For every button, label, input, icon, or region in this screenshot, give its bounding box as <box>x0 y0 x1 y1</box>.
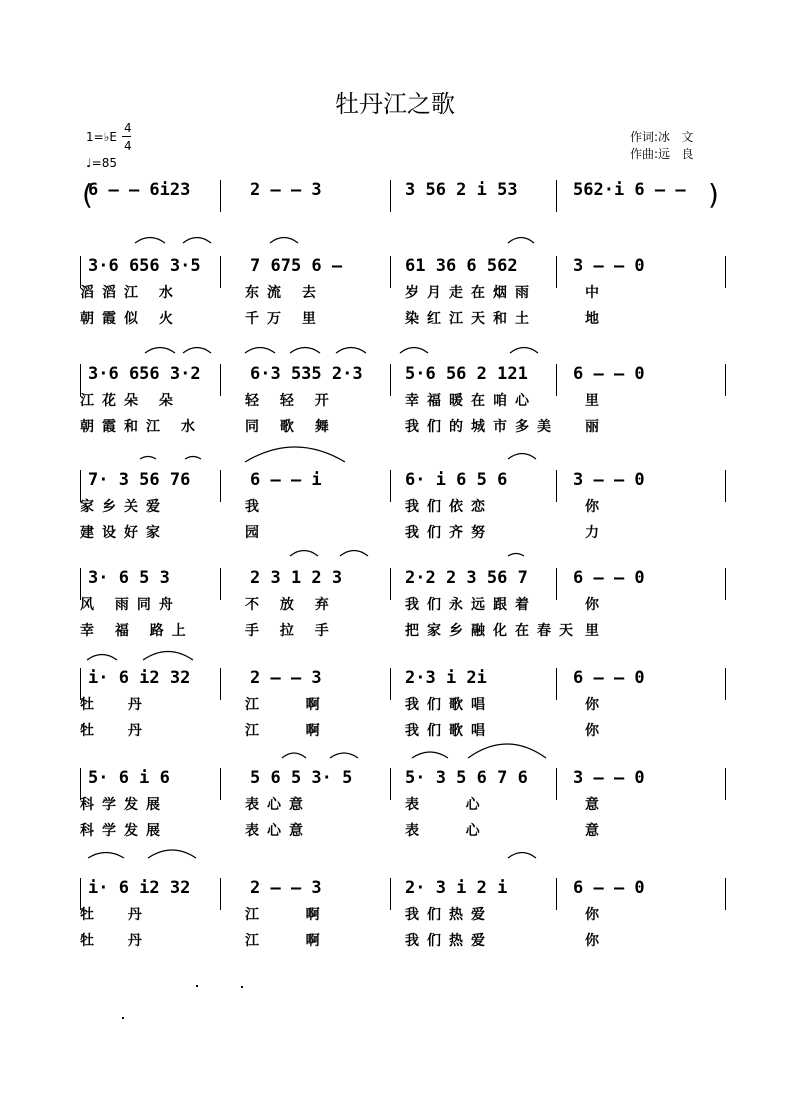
measure-4: 6 — — 0 <box>573 878 645 898</box>
lyric-verse1-1: 滔滔江 水 <box>80 285 181 301</box>
composer-credit: 作曲:远 良 <box>630 147 694 161</box>
lyric-verse1-2: 江 啊 <box>245 907 328 923</box>
lyric-verse1-4: 你 <box>585 907 607 923</box>
measure-4: 3 — — 0 <box>573 768 645 788</box>
lyric-verse2-4: 你 <box>585 933 607 949</box>
time-signature-bottom: 4 <box>124 139 132 153</box>
lyric-verse1-3: 岁月走在烟雨 <box>405 285 537 301</box>
measure-1: 3·6 656 3·2 <box>88 364 201 384</box>
slur <box>148 850 196 858</box>
lyric-verse1-3: 幸福暖在咱心 <box>405 393 537 409</box>
lyric-verse2-2: 手 拉 手 <box>245 623 337 639</box>
lyric-verse2-1: 牡 丹 <box>80 933 150 949</box>
lyric-verse2-4: 地 <box>585 311 607 327</box>
lyric-verse2-2: 千万 里 <box>245 311 324 327</box>
measure-2: 7 675 6 — <box>250 256 343 276</box>
measure-1: 6 — — 6i23 <box>88 180 191 200</box>
measure-3: 2·2 2 3 56 7 <box>405 568 528 588</box>
lyric-verse2-3: 我们齐努 <box>405 525 493 541</box>
slur <box>290 551 318 557</box>
stray-mark <box>122 1017 124 1019</box>
measure-1: 3· 6 5 3 <box>88 568 170 588</box>
lyric-verse2-2: 江 啊 <box>245 723 328 739</box>
lyric-verse2-2: 表心意 <box>245 823 311 839</box>
lyric-verse1-1: 家乡关爱 <box>80 499 168 515</box>
lyric-verse1-3: 表 心 <box>405 797 488 813</box>
slur <box>245 348 275 354</box>
lyric-verse1-1: 牡 丹 <box>80 697 150 713</box>
measure-4: 562·i 6 — — <box>573 180 686 200</box>
measure-2: 2 — — 3 <box>250 180 322 200</box>
stray-mark <box>241 986 243 988</box>
lyric-verse2-1: 建设好家 <box>80 525 168 541</box>
lyric-verse1-2: 江 啊 <box>245 697 328 713</box>
lyric-verse2-4: 你 <box>585 723 607 739</box>
lyric-verse1-3: 我们依恋 <box>405 499 493 515</box>
slur <box>88 853 124 859</box>
stray-mark <box>196 985 198 987</box>
measure-4: 3 — — 0 <box>573 470 645 490</box>
lyric-verse1-4: 里 <box>585 393 607 409</box>
slur <box>143 652 193 661</box>
slur <box>87 655 117 661</box>
song-title: 牡丹江之歌 <box>335 90 455 118</box>
slur <box>290 348 320 354</box>
lyric-verse2-4: 意 <box>585 823 607 839</box>
lyric-verse1-2: 我 <box>245 499 267 515</box>
lyric-verse1-2: 东流 去 <box>245 285 324 301</box>
measure-4: 6 — — 0 <box>573 668 645 688</box>
slur <box>508 853 536 859</box>
lyric-verse1-4: 意 <box>585 797 607 813</box>
measure-4: 3 — — 0 <box>573 256 645 276</box>
slur <box>508 238 534 244</box>
measure-2: 5 6 5 3· 5 <box>250 768 353 788</box>
lyric-verse2-1: 科学发展 <box>80 823 168 839</box>
lyric-verse2-3: 我们热爱 <box>405 933 493 949</box>
intro-open-bracket: ( <box>82 178 93 211</box>
slur <box>508 454 536 460</box>
measure-3: 61 36 6 562 <box>405 256 518 276</box>
measure-1: 3·6 656 3·5 <box>88 256 201 276</box>
slur <box>510 348 538 354</box>
slur <box>183 238 211 244</box>
lyric-verse2-1: 朝霞和江 水 <box>80 419 203 435</box>
slur <box>140 457 156 460</box>
measure-3: 5·6 56 2 121 <box>405 364 528 384</box>
lyric-verse1-2: 表心意 <box>245 797 311 813</box>
lyric-verse1-1: 科学发展 <box>80 797 168 813</box>
lyric-verse2-4: 里 <box>585 623 607 639</box>
measure-1: 7· 3 56 76 <box>88 470 191 490</box>
lyric-verse1-1: 牡 丹 <box>80 907 150 923</box>
lyric-verse2-3: 我们的城市多美 <box>405 419 559 435</box>
slur <box>336 348 366 354</box>
lyric-verse2-2: 同 歌 舞 <box>245 419 337 435</box>
measure-3: 6· i 6 5 6 <box>405 470 508 490</box>
key-signature: 1=♭E <box>86 130 117 144</box>
slur <box>185 457 201 460</box>
lyric-verse2-1: 朝霞似 火 <box>80 311 181 327</box>
lyric-verse2-3: 我们歌唱 <box>405 723 493 739</box>
slur <box>135 238 165 244</box>
lyric-verse2-1: 幸 福 路上 <box>80 623 194 639</box>
measure-3: 5· 3 5 6 7 6 <box>405 768 528 788</box>
lyric-verse1-1: 风 雨同舟 <box>80 597 181 613</box>
lyric-verse2-1: 牡 丹 <box>80 723 150 739</box>
slur <box>183 348 211 354</box>
lyric-verse1-3: 我们永远跟着 <box>405 597 537 613</box>
lyric-verse1-2: 不 放 弃 <box>245 597 337 613</box>
slur <box>508 554 524 557</box>
slur <box>400 348 428 354</box>
measure-1: 5· 6 i 6 <box>88 768 170 788</box>
lyric-verse2-3: 表 心 <box>405 823 488 839</box>
slur <box>245 447 345 462</box>
slur <box>282 753 306 758</box>
lyric-verse2-2: 江 啊 <box>245 933 328 949</box>
measure-1: i· 6 i2 32 <box>88 668 191 688</box>
lyric-verse1-3: 我们歌唱 <box>405 697 493 713</box>
lyric-verse2-4: 丽 <box>585 419 607 435</box>
measure-3: 2·3 i 2i <box>405 668 487 688</box>
lyric-verse1-4: 你 <box>585 499 607 515</box>
lyric-verse2-4: 力 <box>585 525 607 541</box>
lyricist-credit: 作词:冰 文 <box>630 130 694 144</box>
slur <box>468 744 546 758</box>
lyric-verse1-4: 你 <box>585 697 607 713</box>
lyric-verse2-2: 园 <box>245 525 267 541</box>
measure-2: 6 — — i <box>250 470 322 490</box>
lyric-verse2-3: 把家乡融化在春天 <box>405 623 581 639</box>
measure-4: 6 — — 0 <box>573 568 645 588</box>
time-signature-top: 4 <box>124 121 132 135</box>
tempo-marking: ♩=85 <box>86 156 117 170</box>
measure-3: 2· 3 i 2 i <box>405 878 508 898</box>
slur <box>330 753 358 758</box>
measure-2: 2 — — 3 <box>250 668 322 688</box>
slur <box>340 551 368 557</box>
slur <box>270 238 298 244</box>
measure-1: i· 6 i2 32 <box>88 878 191 898</box>
measure-2: 6·3 535 2·3 <box>250 364 363 384</box>
measure-4: 6 — — 0 <box>573 364 645 384</box>
lyric-verse1-3: 我们热爱 <box>405 907 493 923</box>
lyric-verse1-1: 江花朵 朵 <box>80 393 181 409</box>
lyric-verse2-3: 染红江天和土 <box>405 311 537 327</box>
lyric-verse1-4: 中 <box>585 285 607 301</box>
slur <box>412 752 448 758</box>
lyric-verse1-2: 轻 轻 开 <box>245 393 337 409</box>
measure-2: 2 3 1 2 3 <box>250 568 343 588</box>
intro-close-bracket: ) <box>708 178 719 211</box>
measure-3: 3 56 2 i 53 <box>405 180 518 200</box>
measure-2: 2 — — 3 <box>250 878 322 898</box>
lyric-verse1-4: 你 <box>585 597 607 613</box>
slur <box>145 348 175 354</box>
